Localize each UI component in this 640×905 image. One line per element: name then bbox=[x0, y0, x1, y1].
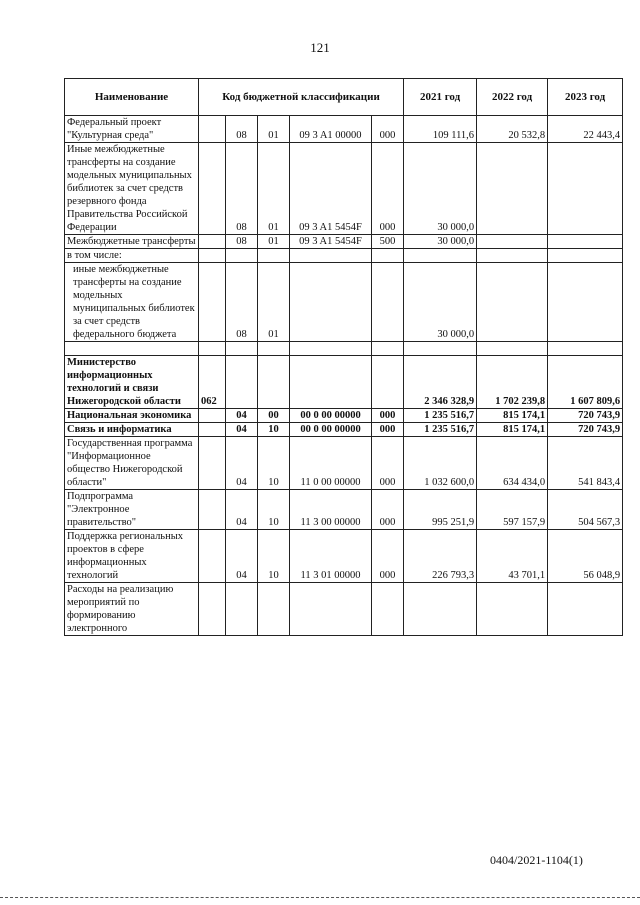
header-2023: 2023 год bbox=[548, 79, 623, 116]
row-org bbox=[199, 249, 226, 263]
row-org bbox=[199, 143, 226, 235]
row-type: 000 bbox=[372, 423, 404, 437]
header-2021: 2021 год bbox=[404, 79, 477, 116]
row-subsection: 10 bbox=[258, 437, 290, 490]
row-section: 08 bbox=[226, 116, 258, 143]
row-subsection bbox=[258, 342, 290, 356]
row-subsection bbox=[258, 583, 290, 636]
row-org bbox=[199, 423, 226, 437]
table-row bbox=[65, 342, 623, 356]
row-section: 04 bbox=[226, 437, 258, 490]
row-type: 000 bbox=[372, 437, 404, 490]
row-section: 04 bbox=[226, 490, 258, 530]
table-row bbox=[65, 583, 623, 636]
row-target bbox=[290, 249, 372, 263]
row-subsection: 00 bbox=[258, 409, 290, 423]
row-subsection bbox=[258, 356, 290, 409]
row-type: 500 bbox=[372, 235, 404, 249]
row-2023: 1 607 809,6 bbox=[548, 356, 623, 409]
row-2023 bbox=[548, 143, 623, 235]
row-2021: 30 000,0 bbox=[404, 235, 477, 249]
row-org bbox=[199, 116, 226, 143]
row-name: иные межбюджетные трансферты на создание модельных муниципальных библиотек за счет средств федерального бюджета bbox=[65, 263, 199, 342]
row-name: Федеральный проект "Культурная среда" bbox=[65, 116, 199, 143]
row-target bbox=[290, 263, 372, 342]
row-name: Министерство информационных технологий и связи Нижегородской области bbox=[65, 356, 199, 409]
row-name: Государственная программа "Информационное общество Нижегородской области" bbox=[65, 437, 199, 490]
table-row bbox=[65, 249, 623, 263]
row-2022: 1 702 239,8 bbox=[477, 356, 548, 409]
row-target: 09 3 A1 5454F bbox=[290, 143, 372, 235]
row-section bbox=[226, 356, 258, 409]
row-2021: 1 235 516,7 bbox=[404, 409, 477, 423]
row-2022 bbox=[477, 249, 548, 263]
row-2022 bbox=[477, 143, 548, 235]
row-target: 11 3 00 00000 bbox=[290, 490, 372, 530]
table-row bbox=[65, 490, 623, 530]
row-subsection: 10 bbox=[258, 423, 290, 437]
table-row bbox=[65, 116, 623, 143]
row-2023: 541 843,4 bbox=[548, 437, 623, 490]
row-2023 bbox=[548, 235, 623, 249]
row-org bbox=[199, 583, 226, 636]
row-2021: 30 000,0 bbox=[404, 143, 477, 235]
row-section: 04 bbox=[226, 423, 258, 437]
row-2022 bbox=[477, 583, 548, 636]
table-header-row bbox=[65, 79, 623, 116]
row-section bbox=[226, 342, 258, 356]
row-section: 08 bbox=[226, 263, 258, 342]
row-name: Расходы на реализацию мероприятий по формированию электронного bbox=[65, 583, 199, 636]
row-type: 000 bbox=[372, 490, 404, 530]
row-name: Подпрограмма "Электронное правительство" bbox=[65, 490, 199, 530]
row-target bbox=[290, 342, 372, 356]
row-subsection: 01 bbox=[258, 143, 290, 235]
row-type: 000 bbox=[372, 530, 404, 583]
row-type bbox=[372, 263, 404, 342]
row-type bbox=[372, 356, 404, 409]
row-2022: 815 174,1 bbox=[477, 423, 548, 437]
row-org bbox=[199, 342, 226, 356]
row-section: 04 bbox=[226, 530, 258, 583]
row-section: 04 bbox=[226, 409, 258, 423]
row-2021: 30 000,0 bbox=[404, 263, 477, 342]
row-subsection: 10 bbox=[258, 530, 290, 583]
row-section bbox=[226, 249, 258, 263]
table-row bbox=[65, 423, 623, 437]
budget-table bbox=[64, 78, 623, 636]
row-section: 08 bbox=[226, 143, 258, 235]
row-target bbox=[290, 583, 372, 636]
row-type: 000 bbox=[372, 409, 404, 423]
row-type bbox=[372, 583, 404, 636]
row-2023 bbox=[548, 342, 623, 356]
row-subsection: 01 bbox=[258, 116, 290, 143]
row-2023: 56 048,9 bbox=[548, 530, 623, 583]
row-2022 bbox=[477, 263, 548, 342]
row-2021: 995 251,9 bbox=[404, 490, 477, 530]
scan-edge-line bbox=[0, 897, 640, 898]
row-2022: 634 434,0 bbox=[477, 437, 548, 490]
table-row bbox=[65, 409, 623, 423]
row-org bbox=[199, 235, 226, 249]
row-2021: 1 032 600,0 bbox=[404, 437, 477, 490]
row-type bbox=[372, 249, 404, 263]
row-2021 bbox=[404, 583, 477, 636]
row-target: 11 3 01 00000 bbox=[290, 530, 372, 583]
row-2022: 43 701,1 bbox=[477, 530, 548, 583]
row-2021 bbox=[404, 342, 477, 356]
row-org bbox=[199, 490, 226, 530]
row-subsection bbox=[258, 249, 290, 263]
row-name: Связь и информатика bbox=[65, 423, 199, 437]
row-org bbox=[199, 263, 226, 342]
row-2023: 720 743,9 bbox=[548, 409, 623, 423]
row-2021: 2 346 328,9 bbox=[404, 356, 477, 409]
row-org: 062 bbox=[199, 356, 226, 409]
row-2023: 22 443,4 bbox=[548, 116, 623, 143]
row-2021: 109 111,6 bbox=[404, 116, 477, 143]
row-org bbox=[199, 409, 226, 423]
row-subsection: 01 bbox=[258, 263, 290, 342]
row-target: 09 3 A1 00000 bbox=[290, 116, 372, 143]
table-row bbox=[65, 356, 623, 409]
row-2023 bbox=[548, 263, 623, 342]
row-target bbox=[290, 356, 372, 409]
row-target: 11 0 00 00000 bbox=[290, 437, 372, 490]
row-2021: 226 793,3 bbox=[404, 530, 477, 583]
row-target: 00 0 00 00000 bbox=[290, 423, 372, 437]
row-org bbox=[199, 530, 226, 583]
row-subsection: 01 bbox=[258, 235, 290, 249]
row-2021 bbox=[404, 249, 477, 263]
row-type bbox=[372, 342, 404, 356]
row-2022 bbox=[477, 235, 548, 249]
row-2023: 504 567,3 bbox=[548, 490, 623, 530]
row-2022: 815 174,1 bbox=[477, 409, 548, 423]
header-name: Наименование bbox=[65, 79, 199, 116]
document-code: 0404/2021-1104(1) bbox=[490, 853, 583, 867]
header-2022: 2022 год bbox=[477, 79, 548, 116]
row-2023 bbox=[548, 249, 623, 263]
row-2023: 720 743,9 bbox=[548, 423, 623, 437]
row-org bbox=[199, 437, 226, 490]
row-2023 bbox=[548, 583, 623, 636]
row-type: 000 bbox=[372, 143, 404, 235]
row-target: 09 3 A1 5454F bbox=[290, 235, 372, 249]
row-name: Национальная экономика bbox=[65, 409, 199, 423]
row-name: Межбюджетные трансферты bbox=[65, 235, 199, 249]
row-2022 bbox=[477, 342, 548, 356]
row-section bbox=[226, 583, 258, 636]
row-subsection: 10 bbox=[258, 490, 290, 530]
row-name: в том числе: bbox=[65, 249, 199, 263]
page-number: 121 bbox=[310, 40, 330, 55]
row-section: 08 bbox=[226, 235, 258, 249]
table-row bbox=[65, 263, 623, 342]
row-target: 00 0 00 00000 bbox=[290, 409, 372, 423]
row-2022: 597 157,9 bbox=[477, 490, 548, 530]
row-2021: 1 235 516,7 bbox=[404, 423, 477, 437]
row-name: Иные межбюджетные трансферты на создание модельных муниципальных библиотек за счет средств резервного фонда Правительства Российской Федерации bbox=[65, 143, 199, 235]
header-classification: Код бюджетной классификации bbox=[199, 79, 404, 116]
table-row bbox=[65, 530, 623, 583]
table-row bbox=[65, 143, 623, 235]
row-2022: 20 532,8 bbox=[477, 116, 548, 143]
table-row bbox=[65, 235, 623, 249]
row-name: Поддержка региональных проектов в сфере информационных технологий bbox=[65, 530, 199, 583]
row-name bbox=[65, 342, 199, 356]
table-row bbox=[65, 437, 623, 490]
row-type: 000 bbox=[372, 116, 404, 143]
